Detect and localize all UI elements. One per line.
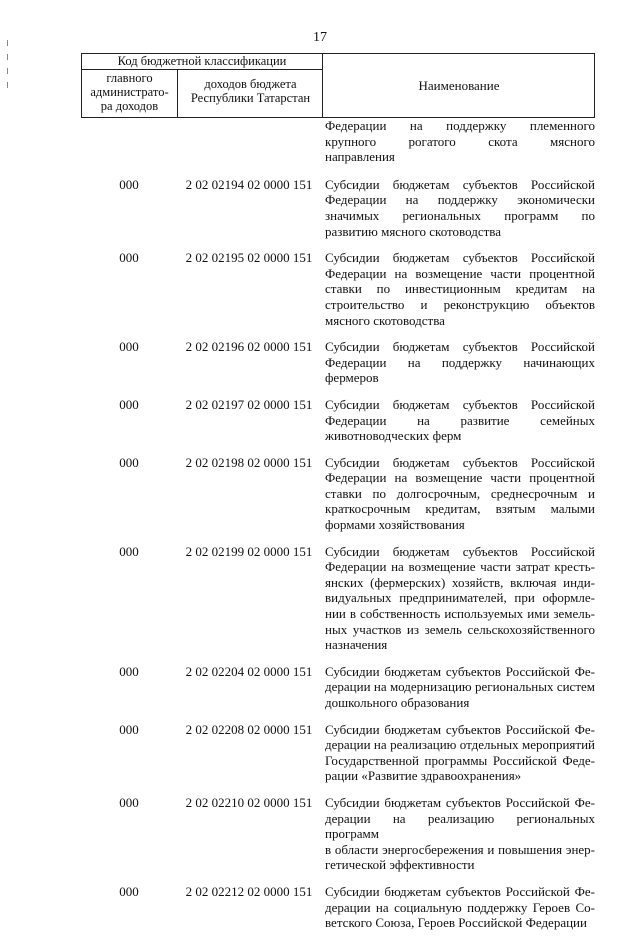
admin-code-cell: 000 [119,176,139,192]
admin-code-cell: 000 [119,663,139,679]
description-line: Федерации на поддержку племенного [325,118,595,133]
description-line: ставки по инвестиционным кредитам на [325,281,595,297]
description-line: дошкольного образования [325,695,470,710]
description-line: мясного скотоводства [325,312,445,328]
description-line: Субсидии бюджетам субъектов Российской Фе- [325,721,595,737]
table-row [81,544,595,653]
description-cell [325,664,595,711]
description-line: нии в собственность используемых ими земель- [325,606,595,622]
description-line: рации «Развитие здравоохранения» [325,768,522,784]
description-line: янских (фермерских) хозяйств, включая инди- [325,574,595,590]
budget-code-cell: 2 02 02194 02 0000 151 [185,176,313,192]
description-line: фермеров [325,370,379,386]
table-row [81,795,595,873]
admin-code-cell: 000 [119,454,139,470]
description-line: Федерации на возмещение части процентной [325,265,595,281]
description-cell [325,884,595,931]
budget-code-cell: 2 02 02208 02 0000 151 [185,721,313,737]
description-line: животноводческих ферм [325,428,462,444]
description-cell [325,722,595,784]
description-line: Федерации на возмещение части затрат кресть- [325,559,595,575]
table-row [81,455,595,533]
description-line: строительство и реконструкцию объектов [325,296,595,312]
table-row [81,177,595,239]
description-cell [325,795,595,873]
table-row [81,884,595,931]
description-cell [325,397,595,444]
admin-code-cell: 000 [119,883,139,899]
description-line: Субсидии бюджетам субъектов Российской Фе- [325,794,595,810]
description-line: дерации на социальную поддержку Героев Со- [325,899,595,915]
header-admin-line: ра доходов [100,99,159,113]
description-line: развитию мясного скотоводства [325,223,502,239]
table-row [81,250,595,328]
table-body [81,118,595,942]
description-line: дерации на модернизацию региональных систем [325,679,595,695]
budget-code-cell: 2 02 02210 02 0000 151 [185,794,313,810]
description-line: крупного рогатого скота мясного [325,133,595,149]
table-header [81,53,595,118]
description-line: краткосрочным кредитам, взятым малыми [325,501,595,517]
description-cell [325,177,595,239]
description-line: Субсидии бюджетам субъектов Российской Фе- [325,663,595,679]
description-line: формами хозяйствования [325,517,465,533]
description-line: Субсидии бюджетам субъектов Российской [325,339,595,355]
classification-group [82,54,322,117]
admin-code-cell: 000 [119,250,139,266]
header-revenue-column [179,70,322,117]
description-line: Субсидии бюджетам субъектов Российской [325,396,595,412]
table-row [81,722,595,784]
description-line: ных участков из земель сельскохозяйственного [325,621,595,637]
description-line: Государственной программы Российской Феде- [325,752,595,768]
table-row [81,339,595,386]
header-revenue-line: Республики Татарстан [190,91,311,105]
description-line: дерации на реализацию отдельных мероприятий [325,737,595,753]
admin-code-cell: 000 [119,794,139,810]
header-admin-line: администрато- [90,85,169,99]
description-line: Федерации на возмещение части процентной [325,470,595,486]
description-line: дерации на реализацию региональных программ [325,810,595,842]
header-admin-line: главного [106,71,153,85]
description-line: гетической эффективности [325,857,475,873]
header-admin-column [82,70,178,117]
description-line: Субсидии бюджетам субъектов Российской [325,543,595,559]
budget-code-cell: 2 02 02198 02 0000 151 [185,454,313,470]
description-line: Федерации на развитие семейных [325,412,595,428]
budget-code-cell: 2 02 02199 02 0000 151 [185,543,313,559]
admin-code-cell: 000 [119,543,139,559]
description-line: Субсидии бюджетам субъектов Российской [325,454,595,470]
margin-mark [7,54,8,60]
page-number: 17 [313,30,327,45]
description-line: Федерации на поддержку начинающих [325,354,595,370]
admin-code-cell: 000 [119,396,139,412]
classification-group-title: Код бюджетной классификации [82,54,322,70]
budget-code-cell: 2 02 02204 02 0000 151 [185,663,313,679]
table-row [81,664,595,711]
description-line: в области энергосбережения и повышения энер- [325,841,595,857]
description-cell [325,339,595,386]
margin-mark [7,82,8,88]
budget-code-cell [177,118,321,165]
budget-code-cell: 2 02 02212 02 0000 151 [185,883,313,899]
description-line: Субсидии бюджетам субъектов Российской [325,250,595,266]
description-line: назначения [325,637,388,653]
description-line: Субсидии бюджетам субъектов Российской [325,176,595,192]
margin-mark [7,68,8,74]
header-name-column: Наименование [322,54,595,117]
admin-code-cell: 000 [119,721,139,737]
budget-code-cell: 2 02 02196 02 0000 151 [185,339,313,355]
admin-code-cell [81,118,177,165]
description-line: ставки по долгосрочным, среднесрочным и [325,485,595,501]
description-cell [325,250,595,328]
budget-code-cell: 2 02 02195 02 0000 151 [185,250,313,266]
header-revenue-line: доходов бюджета [204,77,297,91]
admin-code-cell: 000 [119,339,139,355]
budget-code-cell: 2 02 02197 02 0000 151 [185,396,313,412]
description-line: значимых региональных программ по [325,207,595,223]
table-row [81,397,595,444]
description-line: направления [325,149,395,165]
description-cell [325,118,595,165]
description-cell [325,544,595,653]
description-cell [325,455,595,533]
description-line: ветского Союза, Героев Российской Федерации [325,915,587,931]
table-row [81,118,595,165]
description-line: видуальных предпринимателей, при оформле- [325,590,595,606]
description-line: Субсидии бюджетам субъектов Российской Фе- [325,883,595,899]
description-line: Федерации на поддержку экономически [325,192,595,208]
margin-marks [6,40,10,120]
